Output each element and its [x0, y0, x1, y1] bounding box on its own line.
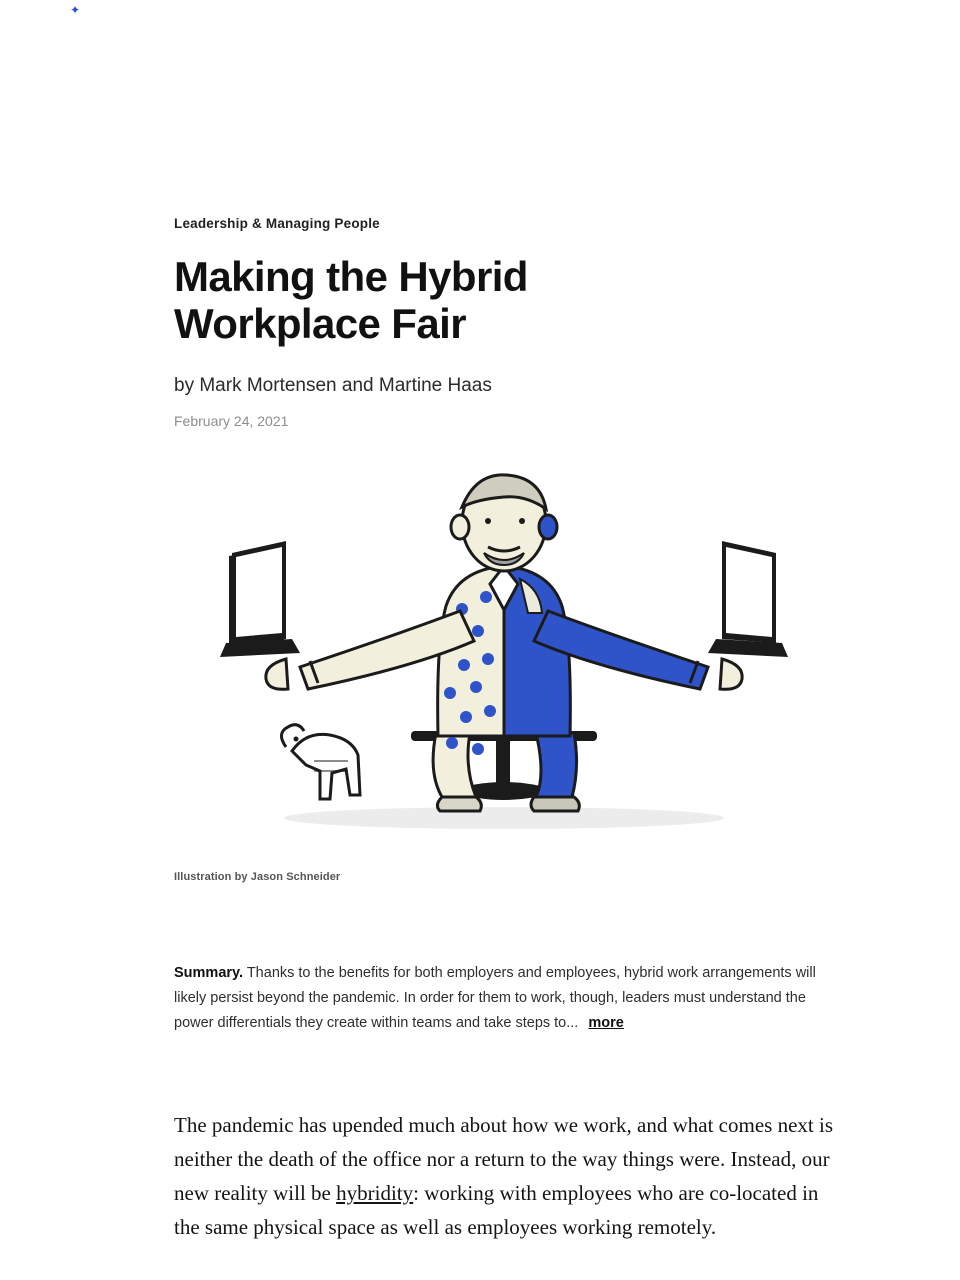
publish-date: February 24, 2021	[174, 413, 289, 430]
hybridity-link[interactable]: hybridity	[336, 1181, 414, 1206]
page-title: Making the Hybrid Workplace Fair	[174, 253, 528, 348]
body-text-end: : working with employees who are co-located in the same physical space as well as employees working remotely.	[174, 1181, 819, 1240]
hybrid-worker-illustration	[174, 461, 834, 861]
body-text-start: The pandemic has upended much about how we work, and what comes next is neither the death of the office nor a return to the way things were. Instead, our new reality will be	[174, 1113, 833, 1206]
category-label[interactable]: Leadership & Managing People	[174, 216, 380, 231]
article-content	[174, 0, 834, 1265]
dog-shape	[281, 725, 360, 799]
byline: by Mark Mortensen and Martine Haas	[174, 375, 492, 397]
article-figure	[174, 461, 834, 883]
read-more-link[interactable]: more	[588, 1015, 624, 1032]
summary-label: Summary.	[174, 965, 244, 982]
corner-marker-icon: ✦	[70, 3, 81, 17]
article-body-paragraph	[174, 1108, 834, 1244]
image-caption: Illustration by Jason Schneider	[174, 871, 341, 884]
summary-text: Thanks to the benefits for both employers and employees, hybrid work arrangements will likely persist beyond the pandemic. In order for them to work, though, leaders must understand the power differentials they create within teams and take steps to...	[174, 965, 816, 1032]
article-summary	[174, 961, 834, 1036]
